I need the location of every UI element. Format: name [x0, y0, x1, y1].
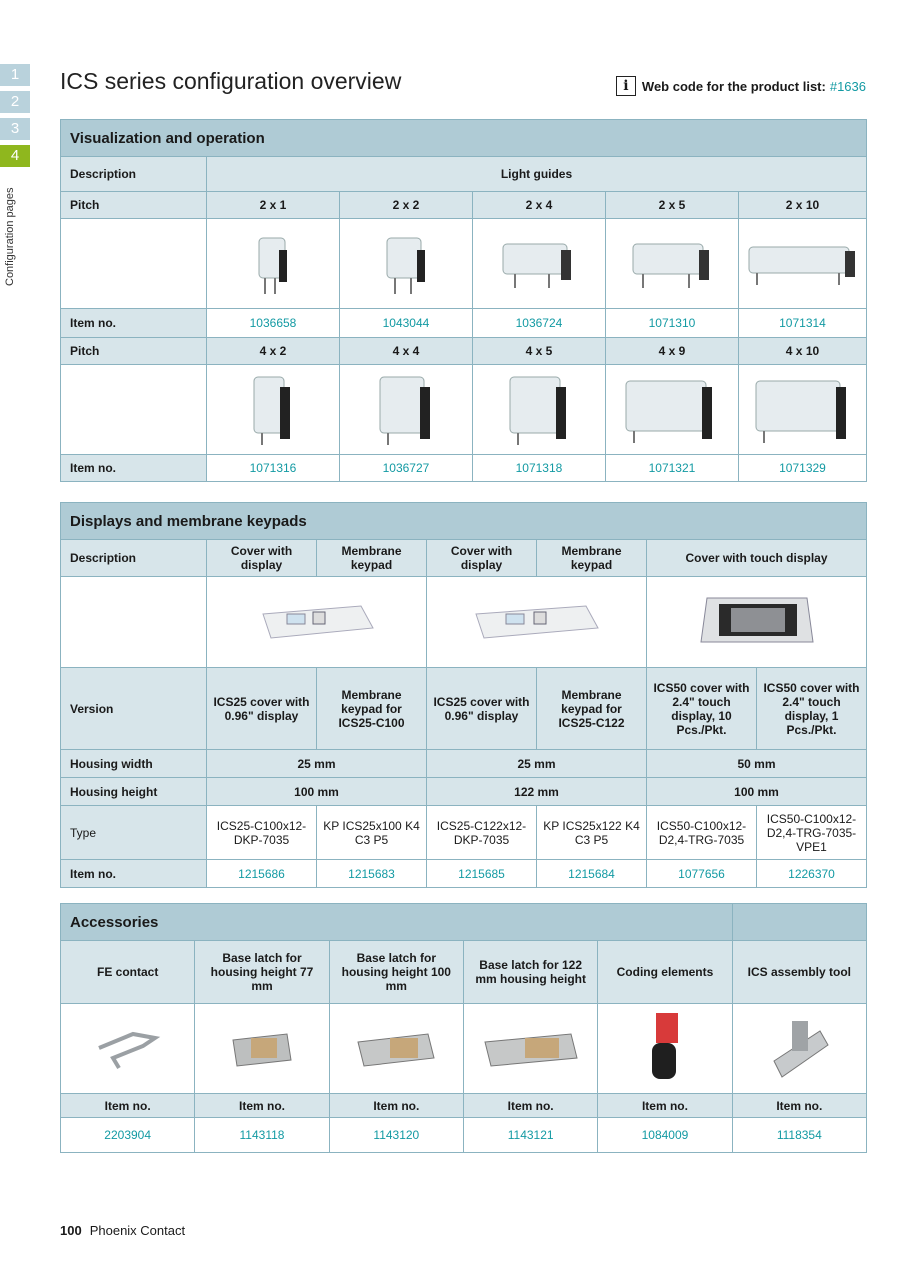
light-guide-image — [738, 365, 866, 455]
version: Membrane keypad for ICS25-C100 — [317, 668, 427, 750]
type: KP ICS25x122 K4 C3 P5 — [537, 806, 647, 860]
accessory-name: Base latch for 122 mm housing height — [463, 941, 597, 1004]
accessory-name: ICS assembly tool — [732, 941, 866, 1004]
item-label: Item no. — [61, 860, 207, 888]
item-number[interactable]: 1143120 — [329, 1118, 463, 1153]
touch-display-image — [647, 577, 867, 668]
version: ICS25 cover with 0.96" display — [207, 668, 317, 750]
brand-name: Phoenix Contact — [89, 1223, 186, 1238]
webcode-label: Web code for the product list: — [641, 78, 826, 94]
version: ICS50 cover with 2.4" touch display, 10 Pcs./Pkt. — [647, 668, 757, 750]
pitch: 2 x 5 — [605, 192, 738, 219]
pitch: 2 x 10 — [738, 192, 866, 219]
light-guide-image — [207, 219, 340, 309]
item-number[interactable]: 1071321 — [605, 455, 738, 482]
chapter-tab-2[interactable]: 2 — [0, 91, 30, 113]
housing-height: 122 mm — [427, 778, 647, 806]
pitch: 4 x 2 — [207, 338, 340, 365]
item-number[interactable]: 1118354 — [732, 1118, 866, 1153]
item-number[interactable]: 1143121 — [463, 1118, 597, 1153]
chapter-tabs — [0, 64, 30, 172]
description: Cover with touch display — [647, 540, 867, 577]
item-number[interactable]: 1036724 — [472, 309, 605, 338]
type: ICS50-C100x12-D2,4-TRG-7035-VPE1 — [757, 806, 867, 860]
item-number[interactable]: 1077656 — [647, 860, 757, 888]
section-title: Accessories — [61, 904, 733, 941]
visualization-table — [60, 119, 867, 482]
item-number[interactable]: 1071310 — [605, 309, 738, 338]
light-guide-image — [339, 219, 472, 309]
item-number[interactable]: 1071316 — [207, 455, 340, 482]
side-label: Configuration pages — [4, 187, 16, 286]
section-title: Displays and membrane keypads — [61, 503, 867, 540]
chapter-tab-4[interactable]: 4 — [0, 145, 30, 167]
pitch: 2 x 4 — [472, 192, 605, 219]
light-guide-image — [738, 219, 866, 309]
housing-width: 25 mm — [427, 750, 647, 778]
light-guide-image — [207, 365, 340, 455]
assembly-tool-image — [732, 1004, 866, 1094]
type: ICS25-C100x12-DKP-7035 — [207, 806, 317, 860]
version-label: Version — [61, 668, 207, 750]
info-icon: i — [616, 76, 636, 96]
item-label: Item no. — [463, 1094, 597, 1118]
light-guide-image — [605, 219, 738, 309]
page-number: 100 — [60, 1223, 82, 1238]
coding-element-image — [598, 1004, 732, 1094]
type: KP ICS25x100 K4 C3 P5 — [317, 806, 427, 860]
item-label: Item no. — [732, 1094, 866, 1118]
base-latch-image — [195, 1004, 329, 1094]
item-number[interactable]: 2203904 — [61, 1118, 195, 1153]
housing-height: 100 mm — [207, 778, 427, 806]
housing-height: 100 mm — [647, 778, 867, 806]
item-label: Item no. — [598, 1094, 732, 1118]
item-number[interactable]: 1071314 — [738, 309, 866, 338]
accessory-name: FE contact — [61, 941, 195, 1004]
version: ICS50 cover with 2.4" touch display, 1 Pcs./Pkt. — [757, 668, 867, 750]
display-cover-image — [427, 577, 647, 668]
light-guide-image — [339, 365, 472, 455]
pitch: 2 x 1 — [207, 192, 340, 219]
description: Membrane keypad — [317, 540, 427, 577]
webcode — [616, 76, 866, 96]
accessories-table — [60, 903, 867, 1153]
description-value: Light guides — [207, 157, 867, 192]
pitch: 4 x 10 — [738, 338, 866, 365]
version: ICS25 cover with 0.96" display — [427, 668, 537, 750]
item-number[interactable]: 1036727 — [339, 455, 472, 482]
chapter-tab-3[interactable]: 3 — [0, 118, 30, 140]
page-title: ICS series configuration overview — [60, 68, 402, 94]
fe-contact-image — [61, 1004, 195, 1094]
item-number[interactable]: 1226370 — [757, 860, 867, 888]
description: Membrane keypad — [537, 540, 647, 577]
description: Cover with display — [207, 540, 317, 577]
description: Cover with display — [427, 540, 537, 577]
displays-table — [60, 502, 867, 888]
description-label: Description — [61, 540, 207, 577]
item-label: Item no. — [329, 1094, 463, 1118]
pitch: 2 x 2 — [339, 192, 472, 219]
accessory-name: Base latch for housing height 77 mm — [195, 941, 329, 1004]
type: ICS25-C122x12-DKP-7035 — [427, 806, 537, 860]
item-number[interactable]: 1215684 — [537, 860, 647, 888]
description-label: Description — [61, 157, 207, 192]
base-latch-image — [463, 1004, 597, 1094]
pitch-label: Pitch — [61, 192, 207, 219]
item-number[interactable]: 1215683 — [317, 860, 427, 888]
item-number[interactable]: 1071329 — [738, 455, 866, 482]
item-number[interactable]: 1143118 — [195, 1118, 329, 1153]
housing-width: 25 mm — [207, 750, 427, 778]
chapter-tab-1[interactable]: 1 — [0, 64, 30, 86]
item-label: Item no. — [195, 1094, 329, 1118]
item-number[interactable]: 1071318 — [472, 455, 605, 482]
accessory-name: Coding elements — [598, 941, 732, 1004]
item-label: Item no. — [61, 309, 207, 338]
pitch: 4 x 5 — [472, 338, 605, 365]
base-latch-image — [329, 1004, 463, 1094]
light-guide-image — [472, 365, 605, 455]
version: Membrane keypad for ICS25-C122 — [537, 668, 647, 750]
item-label: Item no. — [61, 1094, 195, 1118]
webcode-link[interactable]: #1636 — [829, 78, 866, 94]
accessory-name: Base latch for housing height 100 mm — [329, 941, 463, 1004]
housing-width-label: Housing width — [61, 750, 207, 778]
display-cover-image — [207, 577, 427, 668]
footer — [60, 1223, 185, 1238]
pitch: 4 x 9 — [605, 338, 738, 365]
pitch-label: Pitch — [61, 338, 207, 365]
item-number[interactable]: 1215685 — [427, 860, 537, 888]
item-number[interactable]: 1084009 — [598, 1118, 732, 1153]
light-guide-image — [472, 219, 605, 309]
item-number[interactable]: 1036658 — [207, 309, 340, 338]
light-guide-image — [605, 365, 738, 455]
type-label: Type — [61, 806, 207, 860]
type: ICS50-C100x12-D2,4-TRG-7035 — [647, 806, 757, 860]
item-number[interactable]: 1043044 — [339, 309, 472, 338]
pitch: 4 x 4 — [339, 338, 472, 365]
housing-width: 50 mm — [647, 750, 867, 778]
item-number[interactable]: 1215686 — [207, 860, 317, 888]
item-label: Item no. — [61, 455, 207, 482]
section-title: Visualization and operation — [61, 120, 867, 157]
housing-height-label: Housing height — [61, 778, 207, 806]
